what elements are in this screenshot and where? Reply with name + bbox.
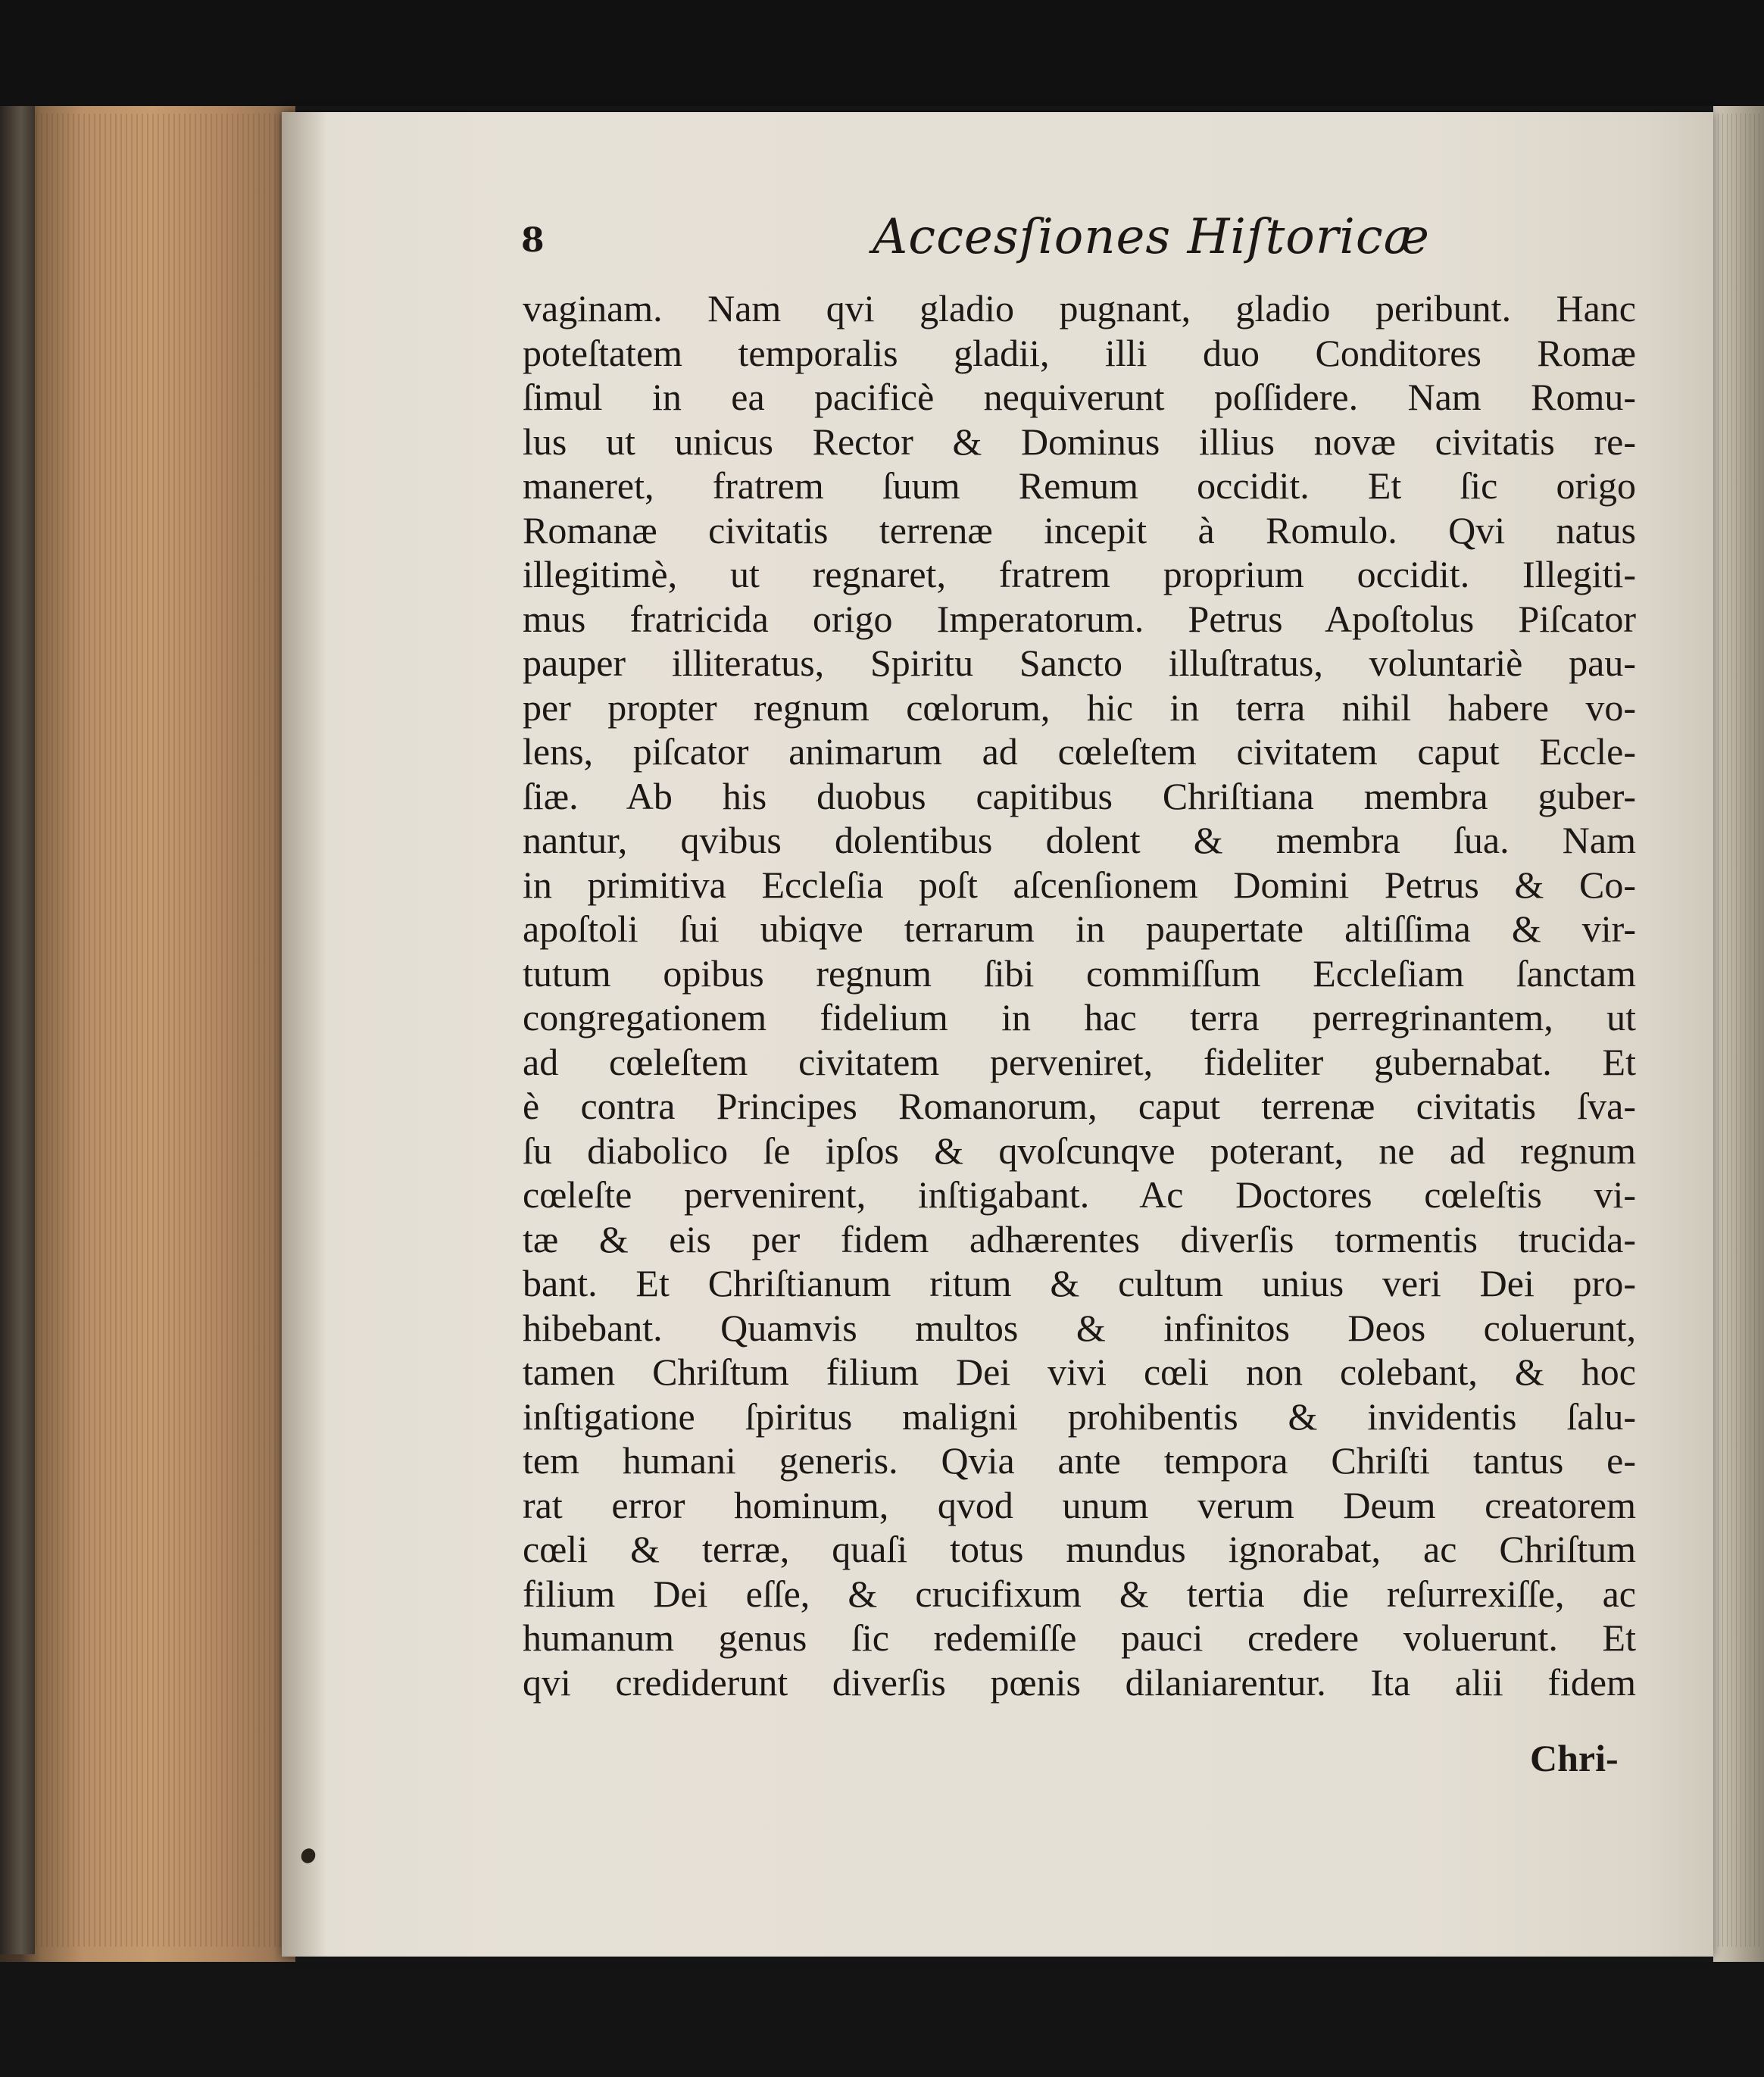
page-number: 8 bbox=[521, 221, 545, 260]
text-line: pauper illiteratus, Spiritu Sancto illuſtratus, voluntariè pau- bbox=[523, 642, 1636, 684]
text-line: lens, piſcator animarum ad cœleſtem civitatem caput Eccle- bbox=[523, 730, 1636, 773]
text-line: lus ut unicus Rector & Dominus illius novæ civitatis re- bbox=[523, 420, 1636, 463]
text-line: ſu diabolico ſe ipſos & qvoſcunqve poterant, ne ad regnum bbox=[523, 1129, 1636, 1172]
text-line: rat error hominum, qvod unum verum Deum creatorem bbox=[523, 1483, 1636, 1526]
text-line: maneret, fratrem ſuum Remum occidit. Et ſic origo bbox=[523, 464, 1636, 507]
text-line: qvi crediderunt diverſis pœnis dilaniarentur. Ita alii fidem bbox=[523, 1660, 1636, 1704]
text-line: inſtigatione ſpiritus maligni prohibentis & invidentis ſalu- bbox=[523, 1395, 1636, 1438]
background-bottom bbox=[0, 1962, 1764, 2077]
text-line: per propter regnum cœlorum, hic in terra nihil habere vo- bbox=[523, 686, 1636, 729]
text-line: vaginam. Nam qvi gladio pugnant, gladio peribunt. Hanc bbox=[523, 287, 1636, 330]
text-line: hibebant. Quamvis multos & infinitos Deos coluerunt, bbox=[523, 1306, 1636, 1349]
left-page-stack-lines bbox=[30, 114, 288, 1947]
text-line: filium Dei eſſe, & crucifixum & tertia die reſurrexiſſe, ac bbox=[523, 1572, 1636, 1615]
text-line: bant. Et Chriſtianum ritum & cultum unius veri Dei pro- bbox=[523, 1262, 1636, 1304]
text-line: congregationem fidelium in hac terra perregrinantem, ut bbox=[523, 996, 1636, 1038]
text-line: ad cœleſtem civitatem perveniret, fideliter gubernabat. Et bbox=[523, 1040, 1636, 1083]
text-line: cœleſte pervenirent, inſtigabant. Ac Doctores cœleſtis vi- bbox=[523, 1173, 1636, 1216]
text-line: ſiæ. Ab his duobus capitibus Chriſtiana membra guber- bbox=[523, 774, 1636, 817]
text-line: tem humani generis. Qvia ante tempora Chriſti tantus e- bbox=[523, 1439, 1636, 1482]
gutter-shadow bbox=[282, 112, 327, 1957]
text-line: poteſtatem temporalis gladii, illi duo Conditores Romæ bbox=[523, 331, 1636, 374]
text-line: Romanæ civitatis terrenæ incepit à Romulo. Qvi natus bbox=[523, 508, 1636, 551]
text-line: illegitimè, ut regnaret, fratrem proprium occidit. Illegiti- bbox=[523, 553, 1636, 595]
right-page-stack-lines bbox=[1718, 114, 1763, 1947]
text-line: apoſtoli ſui ubiqve terrarum in paupertate altiſſima & vir- bbox=[523, 907, 1636, 950]
text-line: in primitiva Eccleſia poſt aſcenſionem Domini Petrus & Co- bbox=[523, 863, 1636, 906]
text-line: nantur, qvibus dolentibus dolent & membra ſua. Nam bbox=[523, 819, 1636, 861]
text-line: è contra Principes Romanorum, caput terrenæ civitatis ſva- bbox=[523, 1085, 1636, 1127]
text-line: tamen Chriſtum filium Dei vivi cœli non colebant, & hoc bbox=[523, 1351, 1636, 1393]
text-line: mus fratricida origo Imperatorum. Petrus Apoſtolus Piſcator bbox=[523, 597, 1636, 640]
left-cover-board bbox=[0, 106, 35, 1954]
body-text bbox=[523, 286, 1636, 1704]
running-title: Accesſiones Hiſtoricæ bbox=[873, 209, 1430, 265]
catchword: Chri- bbox=[1530, 1737, 1619, 1779]
text-line: tæ & eis per fidem adhærentes diverſis tormentis trucida- bbox=[523, 1217, 1636, 1260]
text-line: humanum genus ſic redemiſſe pauci credere voluerunt. Et bbox=[523, 1616, 1636, 1659]
text-line: tutum opibus regnum ſibi commiſſum Eccleſiam ſanctam bbox=[523, 951, 1636, 995]
text-line: cœli & terræ, quaſi totus mundus ignorabat, ac Chriſtum bbox=[523, 1528, 1636, 1570]
text-line: ſimul in ea pacificè nequiverunt poſſidere. Nam Romu- bbox=[523, 376, 1636, 418]
background-top bbox=[0, 0, 1764, 106]
